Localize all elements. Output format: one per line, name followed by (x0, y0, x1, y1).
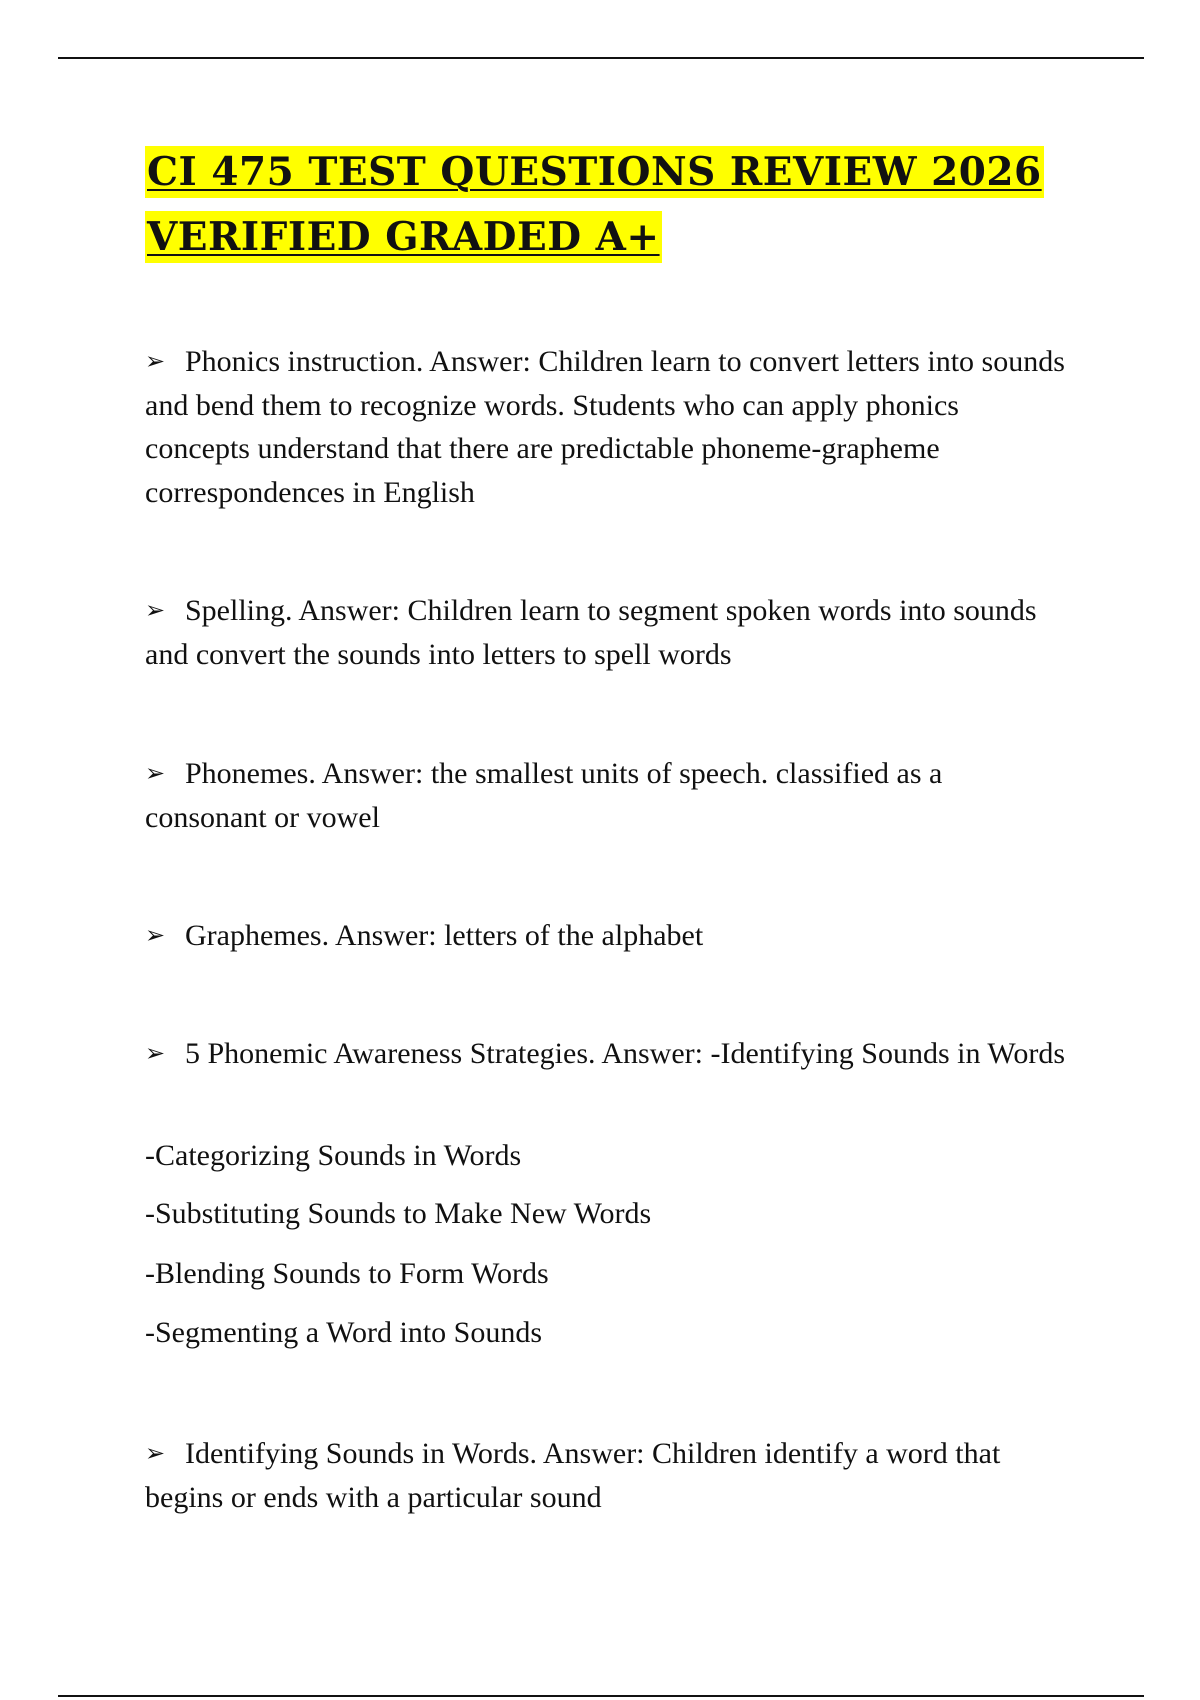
qa-text: 5 Phonemic Awareness Strategies. Answer: -Identifying Sounds in Words (185, 1037, 1066, 1070)
document-title (145, 141, 1125, 268)
qa-item-phonemic-strategies (145, 1032, 1065, 1076)
qa-text: Phonemes. Answer: the smallest units of speech. classified as a consonant or vowel (145, 757, 943, 834)
top-rule (58, 57, 1144, 59)
qa-item-phonemes (145, 752, 1065, 839)
qa-item-graphemes (145, 914, 1065, 958)
qa-text: Spelling. Answer: Children learn to segment spoken words into sounds and convert the sounds into letters to spell words (145, 594, 1037, 671)
qa-text: Identifying Sounds in Words. Answer: Children identify a word that begins or ends with a particular sound (145, 1437, 1001, 1514)
arrow-bullet-icon: ➢ (145, 596, 166, 624)
arrow-bullet-icon: ➢ (145, 347, 166, 375)
title-line-2: VERIFIED GRADED A+ (145, 211, 662, 263)
qa-item-phonics (145, 340, 1065, 514)
strategy-list-item: -Categorizing Sounds in Words (145, 1139, 522, 1172)
arrow-bullet-icon: ➢ (145, 921, 166, 949)
arrow-bullet-icon: ➢ (145, 1439, 166, 1467)
arrow-bullet-icon: ➢ (145, 759, 166, 787)
strategy-list-item: -Segmenting a Word into Sounds (145, 1316, 543, 1349)
qa-item-identifying-sounds (145, 1432, 1065, 1519)
strategy-list-item: -Substituting Sounds to Make New Words (145, 1197, 652, 1230)
title-line-1: CI 475 TEST QUESTIONS REVIEW 2026 (145, 146, 1044, 198)
qa-item-spelling (145, 589, 1065, 676)
strategy-list-item: -Blending Sounds to Form Words (145, 1257, 549, 1290)
bottom-rule (58, 1695, 1144, 1697)
qa-text: Phonics instruction. Answer: Children learn to convert letters into sounds and bend them to recognize words. Students who can apply phonics concepts understand that there are predictable phoneme-grapheme correspondences in English (145, 345, 1065, 509)
qa-text: Graphemes. Answer: letters of the alphabet (185, 919, 704, 952)
arrow-bullet-icon: ➢ (145, 1039, 166, 1067)
